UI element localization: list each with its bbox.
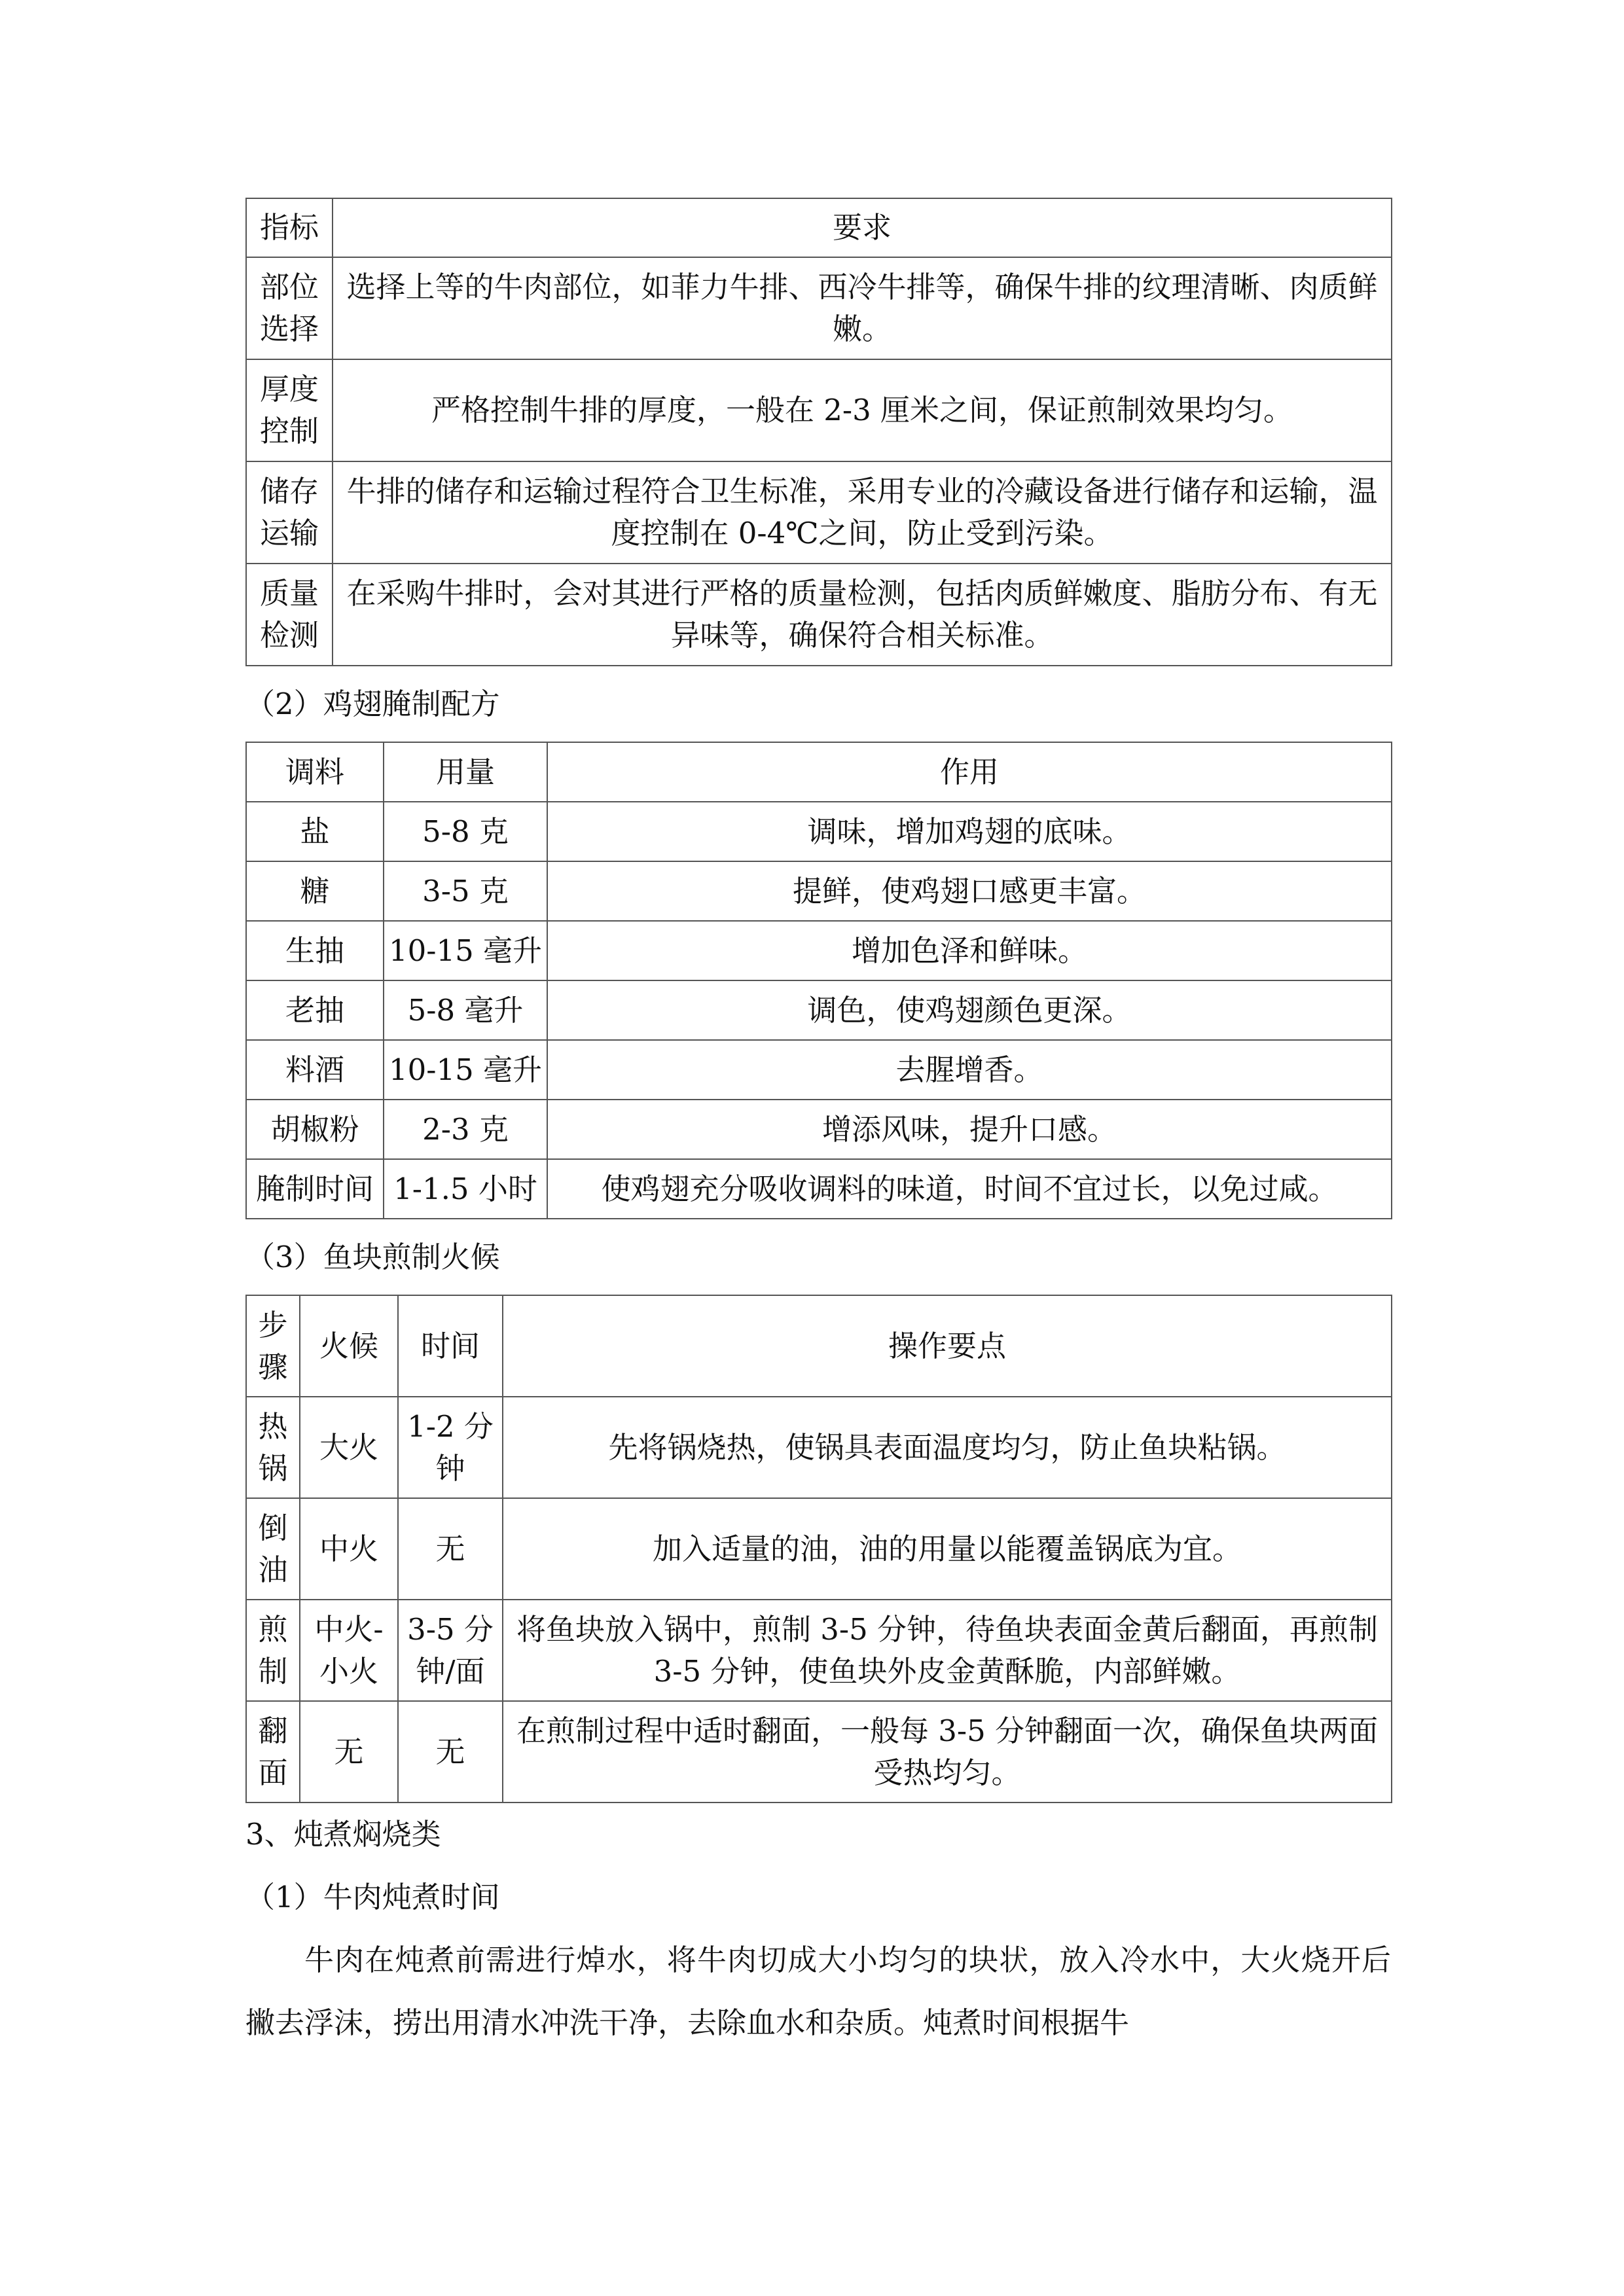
header-cell: 作用 — [547, 742, 1392, 802]
time-cell: 3-5 分钟/面 — [398, 1600, 503, 1701]
effect-cell: 增添风味，提升口感。 — [547, 1100, 1392, 1159]
seasoning-cell: 盐 — [246, 802, 384, 861]
section-heading-stew: 3、炖煮焖烧类 — [245, 1817, 441, 1852]
table-row — [246, 1498, 1392, 1600]
table-row — [246, 861, 1392, 921]
table-row — [246, 1159, 1392, 1219]
effect-cell: 去腥增香。 — [547, 1040, 1392, 1100]
time-cell: 无 — [398, 1701, 503, 1803]
table-row — [246, 1040, 1392, 1100]
table-row — [246, 1100, 1392, 1159]
step-cell: 煎制 — [246, 1600, 300, 1701]
step-cell: 热锅 — [246, 1397, 300, 1498]
steak-requirements-table — [245, 198, 1392, 666]
indicator-cell: 部位选择 — [246, 257, 333, 359]
table-row — [246, 1600, 1392, 1701]
table-row — [246, 921, 1392, 980]
table-header-row — [246, 742, 1392, 802]
seasoning-cell: 糖 — [246, 861, 384, 921]
heat-cell: 中火 — [300, 1498, 398, 1600]
amount-cell: 2-3 克 — [384, 1100, 547, 1159]
requirement-cell: 选择上等的牛肉部位，如菲力牛排、西冷牛排等，确保牛排的纹理清晰、肉质鲜嫩。 — [333, 257, 1392, 359]
table-row — [246, 802, 1392, 861]
indicator-cell: 储存运输 — [246, 461, 333, 564]
table-row — [246, 1397, 1392, 1498]
effect-cell: 调色，使鸡翅颜色更深。 — [547, 980, 1392, 1040]
indicator-cell: 质量检测 — [246, 564, 333, 666]
table-row — [246, 359, 1392, 461]
requirement-cell: 牛排的储存和运输过程符合卫生标准，采用专业的冷藏设备进行储存和运输，温度控制在 0-4℃之间，防止受到污染。 — [333, 461, 1392, 564]
step-cell: 倒油 — [246, 1498, 300, 1600]
table-row — [246, 564, 1392, 666]
header-cell: 指标 — [246, 198, 333, 257]
seasoning-cell: 老抽 — [246, 980, 384, 1040]
header-cell: 操作要点 — [503, 1295, 1392, 1397]
amount-cell: 5-8 毫升 — [384, 980, 547, 1040]
amount-cell: 5-8 克 — [384, 802, 547, 861]
point-cell: 将鱼块放入锅中，煎制 3-5 分钟，待鱼块表面金黄后翻面，再煎制 3-5 分钟，使鱼块外皮金黄酥脆，内部鲜嫩。 — [503, 1600, 1392, 1701]
effect-cell: 使鸡翅充分吸收调料的味道，时间不宜过长，以免过咸。 — [547, 1159, 1392, 1219]
effect-cell: 增加色泽和鲜味。 — [547, 921, 1392, 980]
table-row — [246, 1701, 1392, 1803]
table-header-row — [246, 198, 1392, 257]
time-cell: 无 — [398, 1498, 503, 1600]
section-title-fish: （3）鱼块煎制火候 — [245, 1239, 500, 1274]
effect-cell: 调味，增加鸡翅的底味。 — [547, 802, 1392, 861]
table-row — [246, 257, 1392, 359]
marinade-recipe-table — [245, 742, 1392, 1219]
header-cell: 步骤 — [246, 1295, 300, 1397]
point-cell: 加入适量的油，油的用量以能覆盖锅底为宜。 — [503, 1498, 1392, 1600]
body-paragraph: 牛肉在炖煮前需进行焯水，将牛肉切成大小均匀的块状，放入冷水中，大火烧开后撇去浮沫，捞出用清水冲洗干净，去除血水和杂质。炖煮时间根据牛 — [245, 1943, 1391, 2040]
table-header-row — [246, 1295, 1392, 1397]
fish-frying-table — [245, 1295, 1392, 1803]
amount-cell: 10-15 毫升 — [384, 1040, 547, 1100]
seasoning-cell: 生抽 — [246, 921, 384, 980]
header-cell: 时间 — [398, 1295, 503, 1397]
header-cell: 要求 — [333, 198, 1392, 257]
subsection-heading-beef: （1）牛肉炖煮时间 — [245, 1880, 500, 1914]
header-cell: 调料 — [246, 742, 384, 802]
table-row — [246, 461, 1392, 564]
amount-cell: 10-15 毫升 — [384, 921, 547, 980]
seasoning-cell: 料酒 — [246, 1040, 384, 1100]
requirement-cell: 在采购牛排时，会对其进行严格的质量检测，包括肉质鲜嫩度、脂肪分布、有无异味等，确保符合相关标准。 — [333, 564, 1392, 666]
time-cell: 1-2 分钟 — [398, 1397, 503, 1498]
indicator-cell: 厚度控制 — [246, 359, 333, 461]
heat-cell: 大火 — [300, 1397, 398, 1498]
section-title-marinade: （2）鸡翅腌制配方 — [245, 686, 500, 721]
seasoning-cell: 腌制时间 — [246, 1159, 384, 1219]
effect-cell: 提鲜，使鸡翅口感更丰富。 — [547, 861, 1392, 921]
point-cell: 先将锅烧热，使锅具表面温度均匀，防止鱼块粘锅。 — [503, 1397, 1392, 1498]
heat-cell: 无 — [300, 1701, 398, 1803]
seasoning-cell: 胡椒粉 — [246, 1100, 384, 1159]
heat-cell: 中火-小火 — [300, 1600, 398, 1701]
point-cell: 在煎制过程中适时翻面，一般每 3-5 分钟翻面一次，确保鱼块两面受热均匀。 — [503, 1701, 1392, 1803]
document-page — [245, 198, 1391, 2054]
amount-cell: 3-5 克 — [384, 861, 547, 921]
requirement-cell: 严格控制牛排的厚度，一般在 2-3 厘米之间，保证煎制效果均匀。 — [333, 359, 1392, 461]
header-cell: 用量 — [384, 742, 547, 802]
header-cell: 火候 — [300, 1295, 398, 1397]
step-cell: 翻面 — [246, 1701, 300, 1803]
amount-cell: 1-1.5 小时 — [384, 1159, 547, 1219]
table-row — [246, 980, 1392, 1040]
